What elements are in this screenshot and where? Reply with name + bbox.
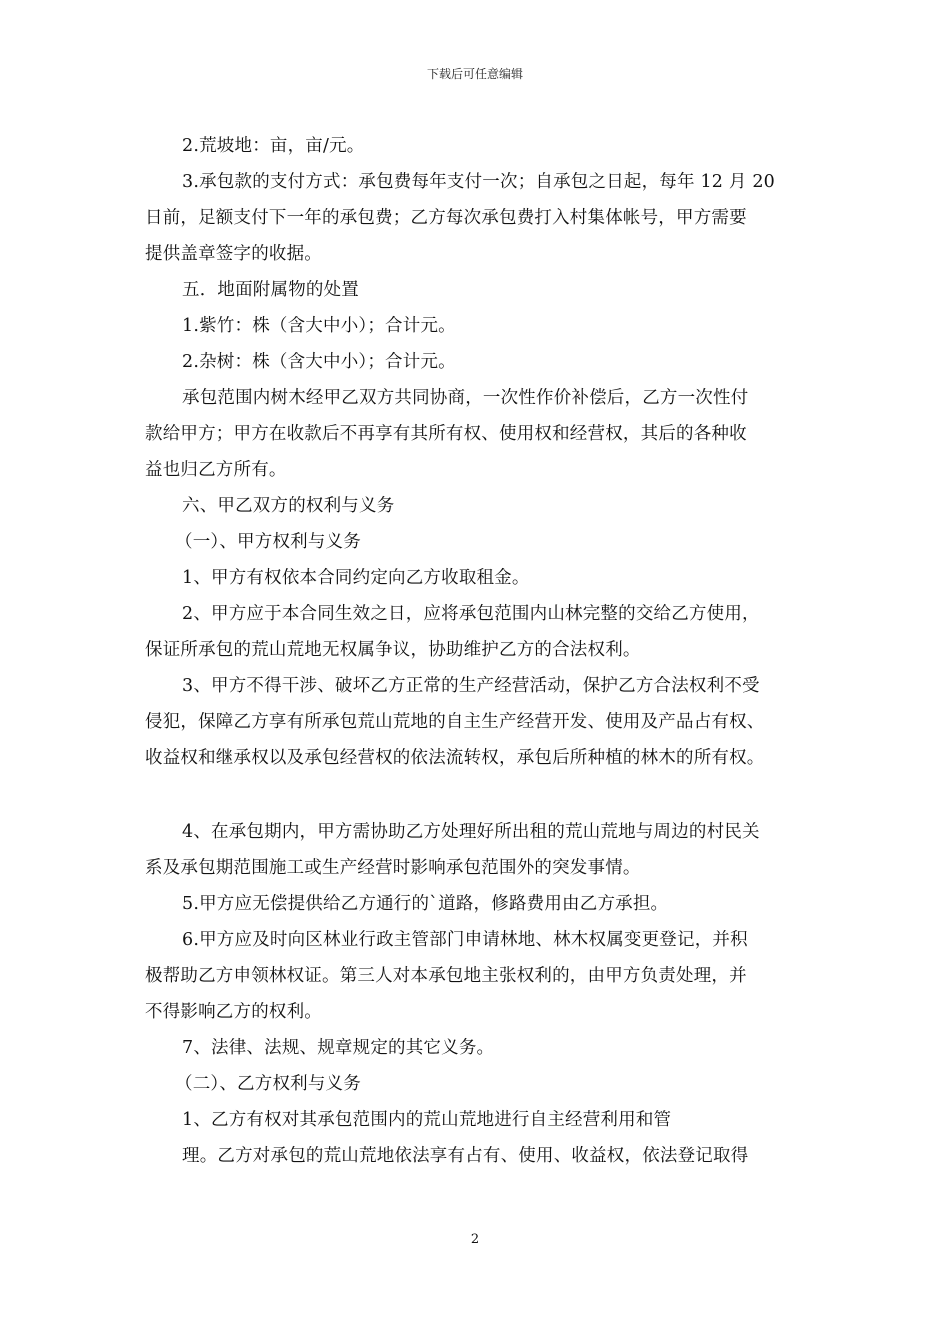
paragraph-line: 款给甲方；甲方在收款后不再享有其所有权、使用权和经营权，其后的各种收 [145,424,747,444]
paragraph-line: 1、乙方有权对其承包范围内的荒山荒地进行自主经营利用和管 [182,1110,672,1130]
document-body [145,128,825,1174]
paragraph-line: 2.杂树：株（含大中小）；合计元。 [182,352,456,372]
paragraph-line: 保证所承包的荒山荒地无权属争议，协助维护乙方的合法权利。 [145,640,641,660]
paragraph-line: 侵犯，保障乙方享有所承包荒山荒地的自主生产经营开发、使用及产品占有权、 [145,712,765,732]
paragraph-line: 提供盖章签字的收据。 [145,244,322,264]
subsection-heading: （一）、甲方权利与义务 [175,532,361,552]
paragraph-line: 2.荒坡地：亩，亩/元。 [182,136,365,156]
paragraph-line: 极帮助乙方申领林权证。第三人对本承包地主张权利的，由甲方负责处理，并 [145,966,747,986]
section-heading: 五．地面附属物的处置 [182,280,359,300]
paragraph-line: 益也归乙方所有。 [145,460,287,480]
paragraph-line: 2、甲方应于本合同生效之日，应将承包范围内山林完整的交给乙方使用， [182,604,760,624]
page-number: 2 [470,1232,480,1247]
paragraph-line: 3、甲方不得干涉、破坏乙方正常的生产经营活动，保护乙方合法权利不受 [182,676,760,696]
paragraph-line: 收益权和继承权以及承包经营权的依法流转权，承包后所种植的林木的所有权。 [145,748,765,768]
page-header: 下载后可任意编辑 [426,67,523,81]
paragraph-line: 5.甲方应无偿提供给乙方通行的`道路，修路费用由乙方承担。 [182,894,669,914]
paragraph-line: 1.紫竹：株（含大中小）；合计元。 [182,316,456,336]
paragraph-line: 6.甲方应及时向区林业行政主管部门申请林地、林木权属变更登记，并积 [182,930,748,950]
section-heading: 六、甲乙双方的权利与义务 [182,496,395,516]
paragraph-line: 日前，足额支付下一年的承包费；乙方每次承包费打入村集体帐号，甲方需要 [145,208,747,228]
subsection-heading: （二）、乙方权利与义务 [175,1074,361,1094]
paragraph-line: 3.承包款的支付方式：承包费每年支付一次；自承包之日起，每年 12 月 20 [182,172,776,192]
paragraph-line: 1、甲方有权依本合同约定向乙方收取租金。 [182,568,530,588]
paragraph-line: 不得影响乙方的权利。 [145,1002,322,1022]
paragraph-line: 7、法律、法规、规章规定的其它义务。 [182,1038,495,1058]
paragraph-line: 系及承包期范围施工或生产经营时影响承包范围外的突发事情。 [145,858,641,878]
paragraph-line: 理。乙方对承包的荒山荒地依法享有占有、使用、收益权，依法登记取得 [182,1146,749,1166]
paragraph-line: 4、在承包期内，甲方需协助乙方处理好所出租的荒山荒地与周边的村民关 [182,822,760,842]
blank-line [145,776,825,814]
paragraph-line: 承包范围内树木经甲乙双方共同协商，一次性作价补偿后，乙方一次性付 [182,388,749,408]
